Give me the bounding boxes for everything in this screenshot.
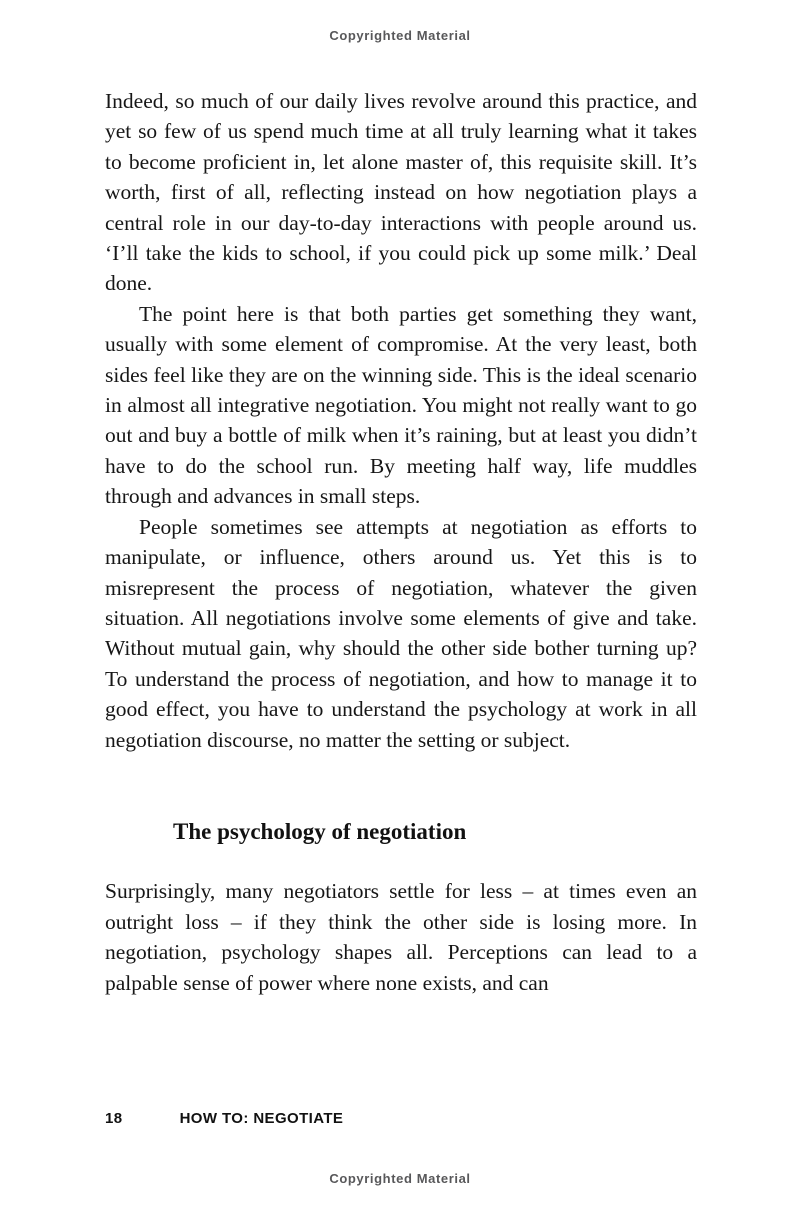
copyright-watermark-bottom: Copyrighted Material [329, 1171, 471, 1186]
page-number: 18 [105, 1110, 123, 1127]
running-title: HOW TO: NEGOTIATE [179, 1110, 344, 1127]
paragraph: Indeed, so much of our daily lives revolve around this practice, and yet so few of us spend much time at all truly learning what it takes to become proficient in, let alone master of, this requisite skill. It’s worth, first of all, reflecting instead on how negotiation plays a central role in our day-to-day interactions with people around us. ‘I’ll take the kids to school, if you could pick up some milk.’ Deal done. [105, 89, 697, 296]
paragraph: Surprisingly, many negotiators settle for less – at times even an outright loss – if they think the other side is losing more. In negotiation, psychology shapes all. Perceptions can lead to a palpable sense of power where none exists, and can [105, 879, 697, 995]
page-body [105, 86, 697, 998]
copyright-watermark-top: Copyrighted Material [329, 28, 471, 43]
paragraph: The point here is that both parties get something they want, usually with some element of compromise. At the very least, both sides feel like they are on the winning side. This is the ideal scenario in almost all integrative negotiation. You might not really want to go out and buy a bottle of milk when it’s raining, but at least you didn’t have to do the school run. By meeting half way, life muddles through and advances in small steps. [105, 301, 697, 509]
paragraph: People sometimes see attempts at negotiation as efforts to manipulate, or influence, others around us. Yet this is to misrepresent the process of negotiation, whatever the given situation. All negotiations involve some elements of give and take. Without mutual gain, why should the other side bother turning up? To understand the process of negotiation, and how to manage it to good effect, you have to understand the psychology at work in all negotiation discourse, no matter the setting or subject. [105, 514, 697, 752]
section-heading: The psychology of negotiation [173, 818, 467, 844]
page-footer [105, 1110, 343, 1127]
